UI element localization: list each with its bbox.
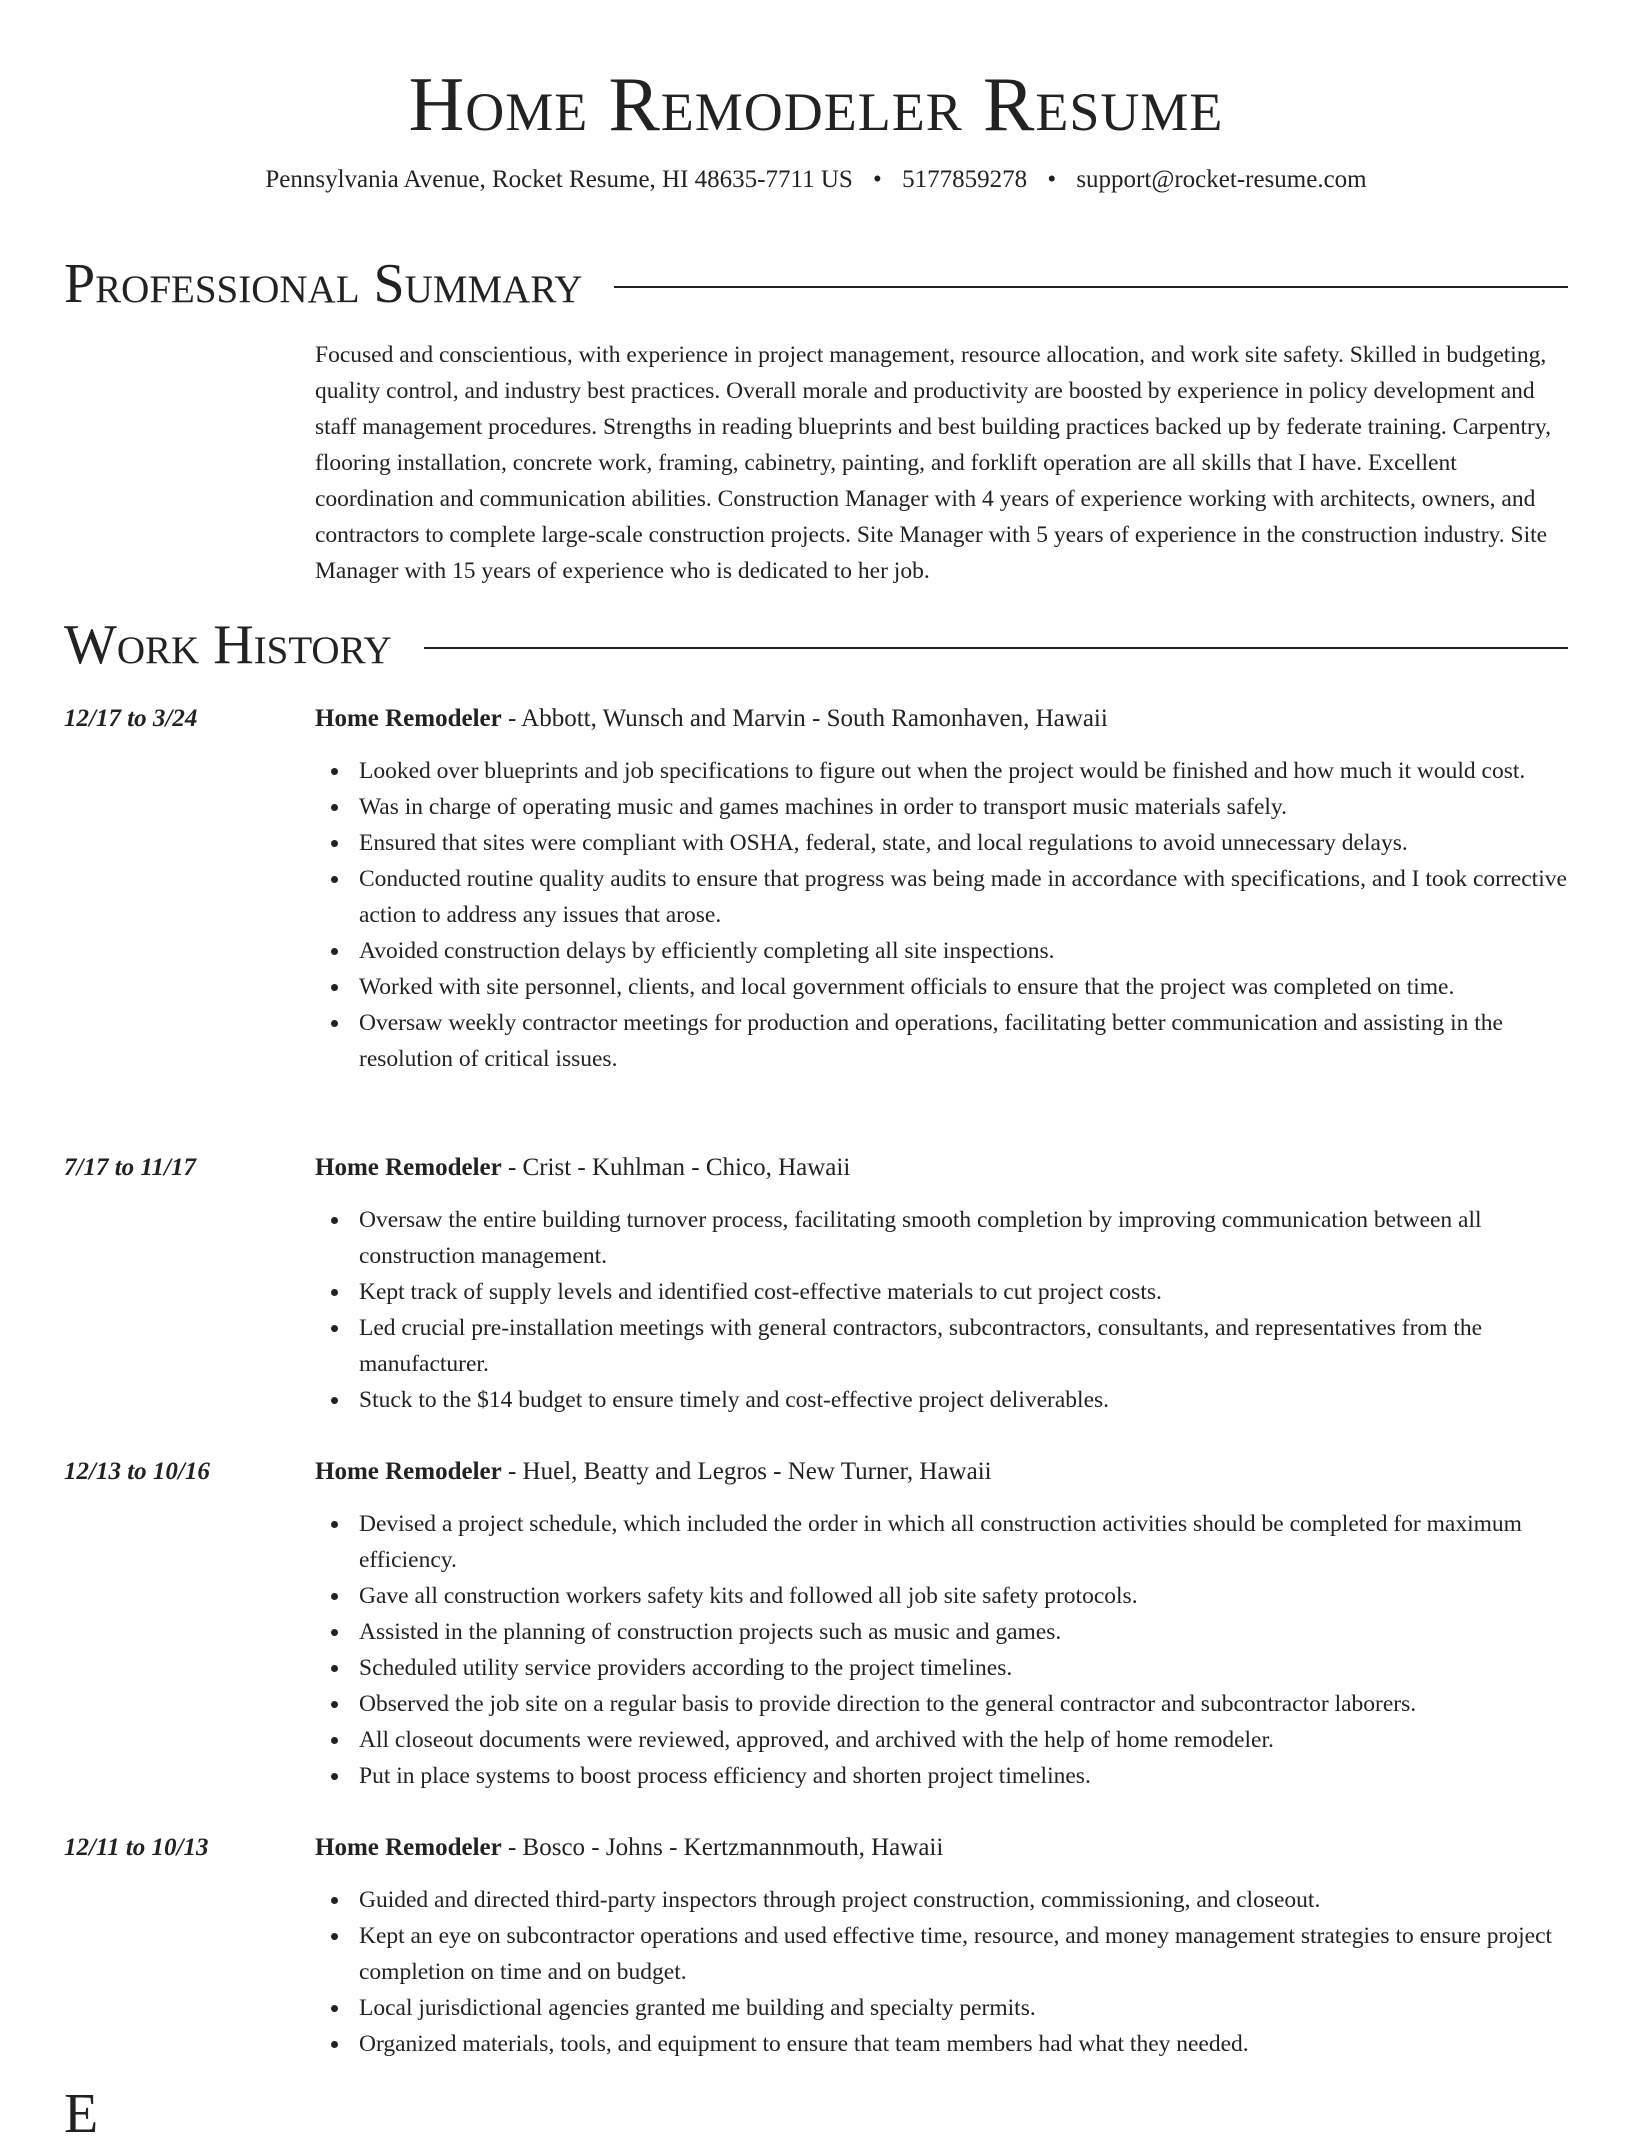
summary-heading: Professional Summary — [64, 253, 583, 315]
work-heading: Work History — [64, 614, 392, 676]
next-section-heading: E — [64, 2083, 99, 2145]
job-bullet: Looked over blueprints and job specifications to figure out when the project would be finished and how much it would cost. — [359, 753, 1568, 789]
job-bullet: Scheduled utility service providers according to the project timelines. — [359, 1650, 1568, 1686]
work-section-header — [64, 613, 1568, 677]
contact-phone: 5177859278 — [902, 166, 1028, 193]
job-employer: - Abbott, Wunsch and Marvin - South Ramonhaven, Hawaii — [501, 705, 1108, 732]
job-bullet: Organized materials, tools, and equipment to ensure that team members had what they needed. — [359, 2026, 1568, 2062]
job-bullet: Assisted in the planning of construction projects such as music and games. — [359, 1614, 1568, 1650]
summary-text: Focused and conscientious, with experience in project management, resource allocation, and work site safety. Skilled in budgeting, quality control, and industry best practices. Overall morale and productivity are boosted by experience in policy development and staff management procedures. Strengths in reading blueprints and best building practices backed up by federate training. Carpentry, flooring installation, concrete work, framing, cabinetry, painting, and forklift operation are all skills that I have. Excellent coordination and communication abilities. Construction Manager with 4 years of experience working with architects, owners, and contractors to complete large-scale construction projects. Site Manager with 5 years of experience in the construction industry. Site Manager with 15 years of experience who is dedicated to her job. — [315, 342, 1551, 584]
job-bullet: Worked with site personnel, clients, and local government officials to ensure that the project was completed on time. — [359, 969, 1568, 1005]
contact-separator: • — [1047, 166, 1057, 193]
job-bullet: Oversaw weekly contractor meetings for production and operations, facilitating better communication and assisting in the resolution of critical issues. — [359, 1005, 1568, 1077]
job-header — [64, 1456, 1568, 1488]
job-title: Home Remodeler — [315, 1154, 502, 1181]
job-bullets — [315, 1506, 1568, 1794]
contact-separator: • — [873, 166, 882, 193]
contact-line — [64, 164, 1568, 196]
job-bullet: Oversaw the entire building turnover process, facilitating smooth completion by improving communication between all construction management. — [359, 1202, 1568, 1274]
job-bullet: All closeout documents were reviewed, approved, and archived with the help of home remodeler. — [359, 1722, 1568, 1758]
job-employer: - Crist - Kuhlman - Chico, Hawaii — [501, 1154, 851, 1181]
contact-address: Pennsylvania Avenue, Rocket Resume, HI 48635-7711 US — [265, 166, 853, 193]
job-entry — [64, 1456, 1568, 1794]
job-title: Home Remodeler — [315, 1834, 502, 1861]
section-divider — [424, 647, 1568, 649]
job-bullet: Local jurisdictional agencies granted me building and specialty permits. — [359, 1990, 1568, 2026]
job-dates: 7/17 to 11/17 — [64, 1154, 196, 1181]
job-bullet: Avoided construction delays by efficiently completing all site inspections. — [359, 933, 1568, 969]
job-bullets — [315, 753, 1568, 1077]
job-bullet: Devised a project schedule, which included the order in which all construction activities should be completed for maximum efficiency. — [359, 1506, 1568, 1578]
job-title-line — [315, 703, 1108, 735]
job-entry — [64, 1152, 1568, 1418]
job-bullet: Stuck to the $14 budget to ensure timely and cost-effective project deliverables. — [359, 1382, 1568, 1418]
job-entry — [64, 703, 1568, 1077]
job-title-line — [315, 1152, 850, 1184]
job-title: Home Remodeler — [315, 1458, 502, 1485]
job-employer: - Huel, Beatty and Legros - New Turner, Hawaii — [501, 1458, 992, 1485]
job-title: Home Remodeler — [315, 705, 502, 732]
job-entry — [64, 1832, 1568, 2062]
job-bullet: Guided and directed third-party inspectors through project construction, commissioning, and closeout. — [359, 1882, 1568, 1918]
resume-page — [64, 0, 1568, 2145]
job-employer: - Bosco - Johns - Kertzmannmouth, Hawaii — [501, 1834, 944, 1861]
job-bullet: Kept an eye on subcontractor operations and used effective time, resource, and money management strategies to ensure project completion on time and on budget. — [359, 1918, 1568, 1990]
section-divider — [614, 286, 1568, 288]
job-bullet: Put in place systems to boost process efficiency and shorten project timelines. — [359, 1758, 1568, 1794]
job-bullet: Gave all construction workers safety kits and followed all job site safety protocols. — [359, 1578, 1568, 1614]
job-bullet: Kept track of supply levels and identified cost-effective materials to cut project costs. — [359, 1274, 1568, 1310]
resume-title: Home Remodeler Resume — [408, 61, 1224, 147]
job-bullet: Led crucial pre-installation meetings with general contractors, subcontractors, consultants, and representatives from the manufacturer. — [359, 1310, 1568, 1382]
job-title-line — [315, 1456, 992, 1488]
job-dates: 12/13 to 10/16 — [64, 1458, 210, 1485]
job-bullet: Ensured that sites were compliant with OSHA, federal, state, and local regulations to avoid unnecessary delays. — [359, 825, 1568, 861]
contact-email: support@rocket-resume.com — [1076, 166, 1367, 193]
summary-section-header — [64, 252, 1568, 316]
job-header — [64, 703, 1568, 735]
job-bullets — [315, 1882, 1568, 2062]
job-bullet: Conducted routine quality audits to ensure that progress was being made in accordance with specifications, and I took corrective action to address any issues that arose. — [359, 861, 1568, 933]
job-bullet: Was in charge of operating music and games machines in order to transport music materials safely. — [359, 789, 1568, 825]
job-bullet: Observed the job site on a regular basis to provide direction to the general contractor and subcontractor laborers. — [359, 1686, 1568, 1722]
job-bullets — [315, 1202, 1568, 1418]
job-dates: 12/11 to 10/13 — [64, 1834, 209, 1861]
job-title-line — [315, 1832, 943, 1864]
job-header — [64, 1832, 1568, 1864]
job-dates: 12/17 to 3/24 — [64, 705, 198, 732]
job-header — [64, 1152, 1568, 1184]
